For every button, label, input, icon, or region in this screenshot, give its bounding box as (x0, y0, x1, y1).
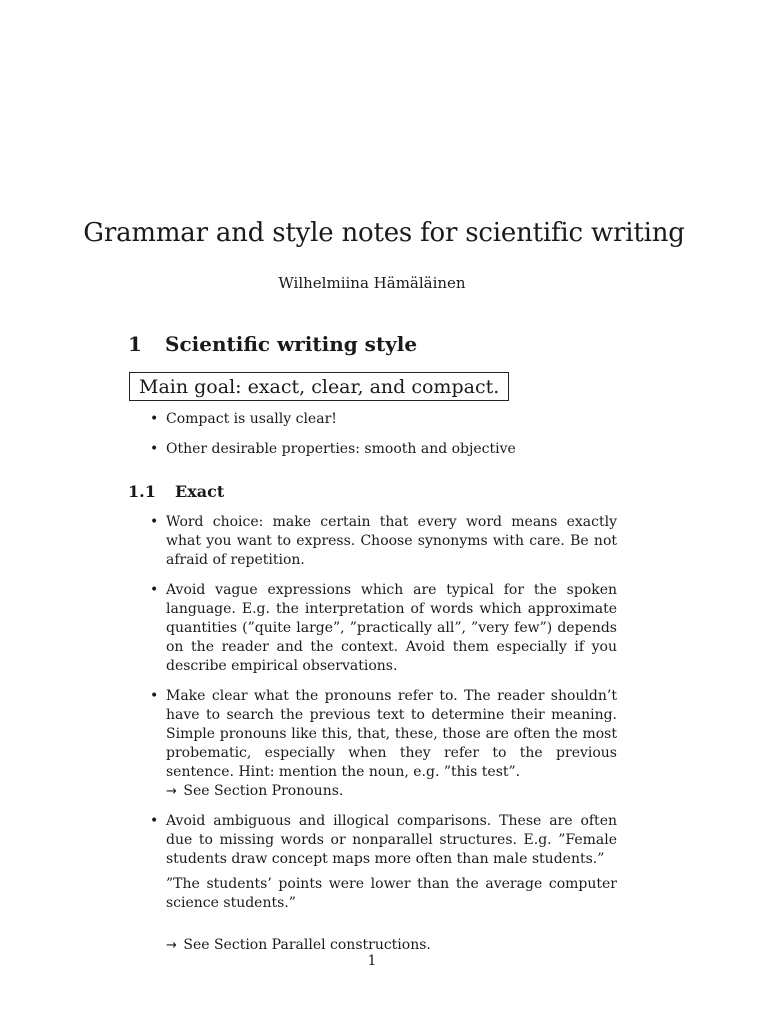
subsection-number: 1.1 (128, 482, 156, 501)
page-number: 1 (367, 953, 377, 969)
right-arrow-icon: → (166, 784, 177, 799)
bullet-text: • Word choice: make certain that every word means exactly what you want to express. Choose synonyms with care. Be not afraid of repetition. (166, 514, 617, 568)
section-bullet-list (147, 410, 617, 470)
list-item: • Other desirable properties: smooth and objective (147, 440, 617, 459)
example-text: ”The students’ points were lower than the average computer science students.” (166, 876, 617, 911)
section-title: Scientific writing style (165, 332, 418, 356)
document-author: Wilhelmiina Hämäläinen (278, 274, 466, 292)
cross-reference (166, 782, 617, 801)
list-item: • Compact is usally clear! (147, 410, 617, 429)
section-number: 1 (128, 332, 142, 356)
list-item (147, 687, 617, 801)
list-item (147, 581, 617, 676)
bullet-text: • Make clear what the pronouns refer to. The reader shouldn’t have to search the previous text to determine their meaning. Simple pronouns like this, that, these, those are often the most probematic, especially when they refer to the previous sentence. Hint: mention the noun, e.g. ”this test”. (166, 688, 617, 780)
bullet-text: • Avoid vague expressions which are typical for the spoken language. E.g. the interpretation of words which approximate quantities (”quite large”, ”practically all”, ”very few”) depends on the reader and the context. Avoid them especially if you describe empirical observations. (166, 582, 617, 674)
bullet-text: • Avoid ambiguous and illogical comparisons. These are often due to missing words or nonparallel structures. E.g. ”Female students draw concept maps more often than male students.” (166, 813, 617, 867)
right-arrow-icon: → (166, 938, 177, 953)
main-goal-box: Main goal: exact, clear, and compact. (129, 372, 509, 401)
subsection-title: Exact (175, 482, 225, 501)
list-item (147, 513, 617, 570)
subsection-heading (128, 482, 224, 501)
section-heading (128, 332, 417, 356)
exact-bullet-list (147, 513, 617, 966)
list-item (147, 812, 617, 955)
cross-reference-text: See Section Pronouns. (183, 783, 344, 799)
document-title: Grammar and style notes for scientific writing (83, 218, 685, 248)
cross-reference-text: See Section Parallel constructions. (183, 937, 431, 953)
